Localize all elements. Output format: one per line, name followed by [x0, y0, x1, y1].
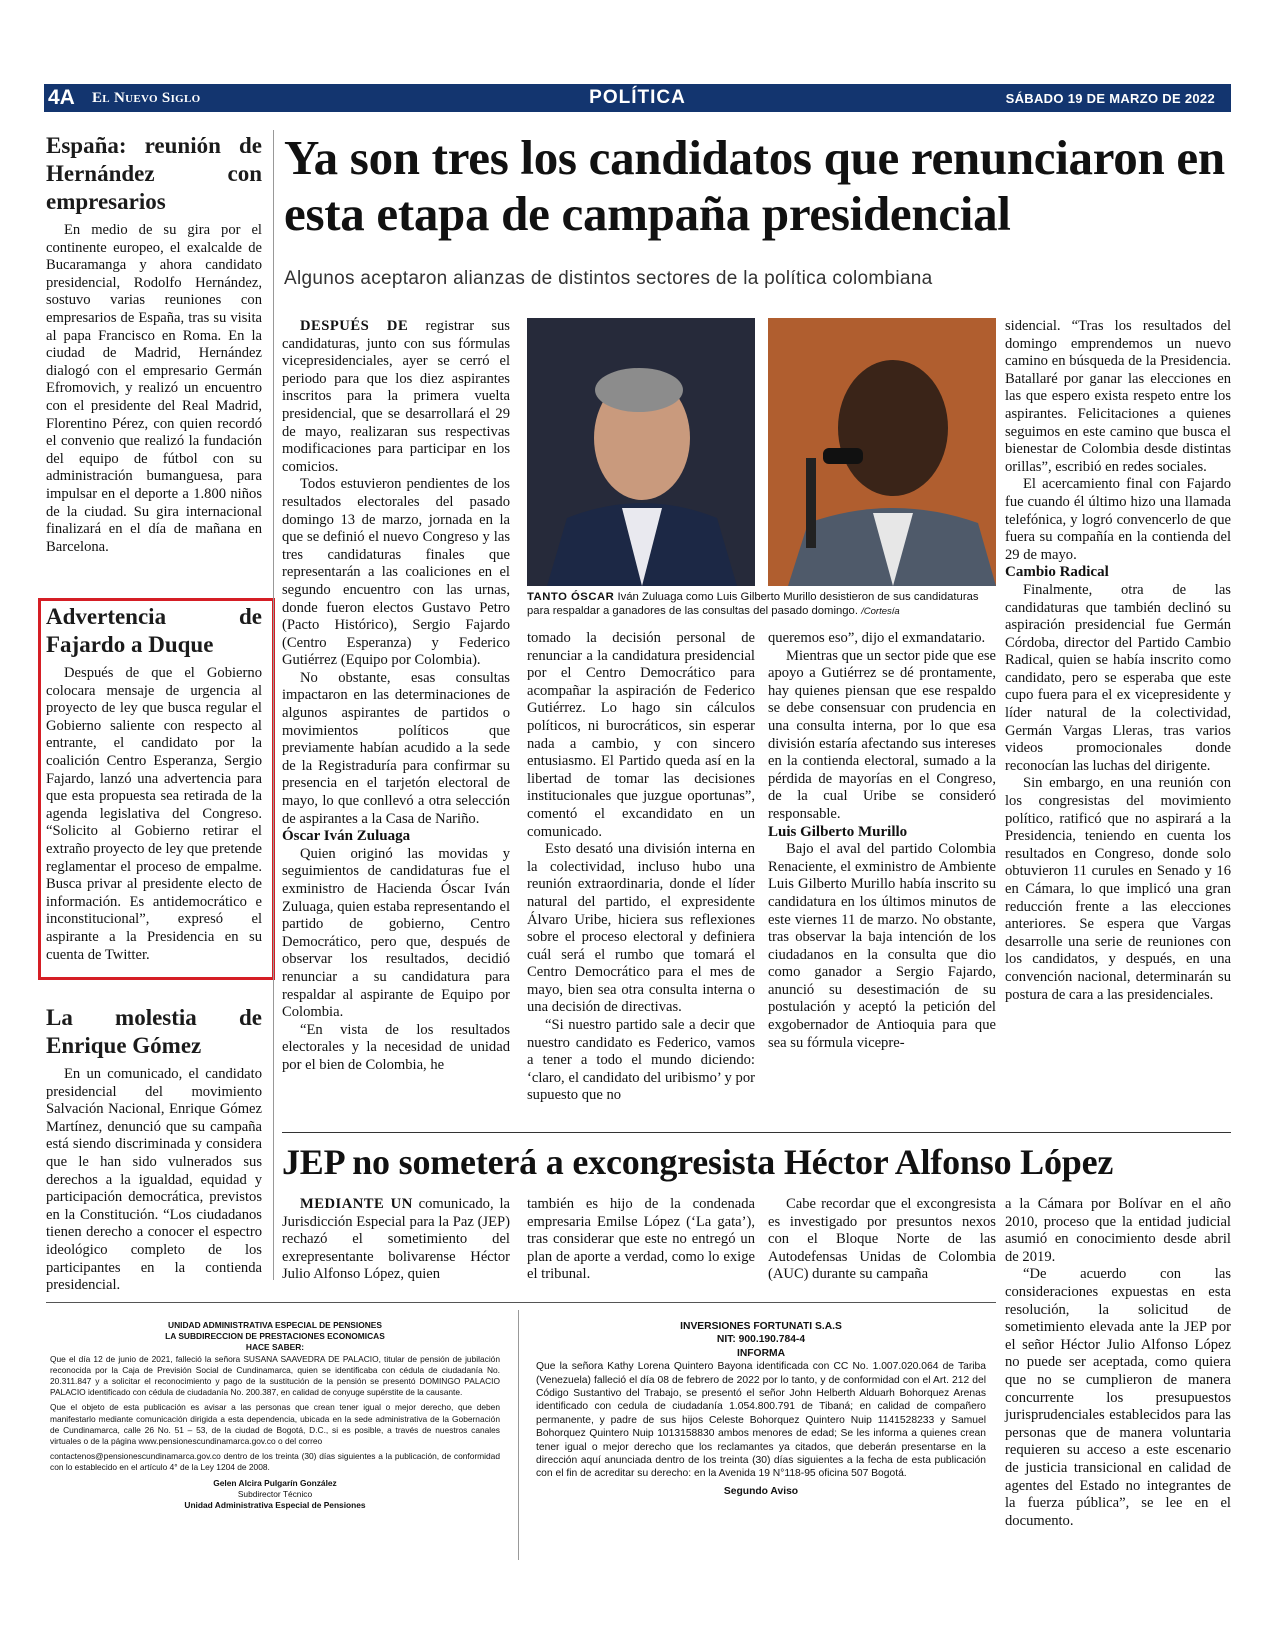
notice-heading: INFORMA — [736, 1347, 786, 1359]
article-body: En medio de su gira por el continente europeo, el exalcalde de Bucaramanga y ahora candidato presidencial, Rodolfo Hernández, sostuvo varias reuniones con empresarios de España, tras su visita al papa Francisco en Roma. En la ciudad de Madrid, Hernández dialogó con el empresario Germán Efromovich, y realizó un encuentro con el presidente del Real Madrid, Florentino Pérez, con quien recordó el convenio que realizó la fundación del equipo de fútbol con su administración bumanguesa, para impulsar en el deporte a 1.800 niños de la ciudad. Su gira internacional finalizará en el día de mañana en Barcelona. — [46, 222, 262, 555]
sidebar-article-gomez — [46, 1004, 262, 1295]
page-number: 4A — [48, 86, 75, 109]
notice-paragraph: Que la señora Kathy Lorena Quintero Bayona identificada con CC No. 1.007.020.064 de Tariba (Venezuela) falleció el día 08 de febrero de 2022 por lo tanto, y de conformidad con el Art. 212 del Código Sustantivo del Trabajo, se presentó el señor John Helberth Alduarh Bohorquez Arenas identificado con cedula de ciudadanía 1.054.800.791 de Tibaná; en calidad de compañero permanente, y padre de sus hijos Celeste Bohorquez Quintero Nuip 1141528233 y Samuel Bohorquez Quintero Nuip 1013158830 ambos menores de edad; Se les informa a quienes crean tener igual o mejor derecho que los reclamantes ya citados, que deberán presentarse en la dirección aquí anunciada dentro de los treinta (30) días siguientes a la fecha de esta publicación con el fin de acreditar su derecho: en la Avenida 19 N°118-95 oficina 507 Bogotá. — [536, 1361, 986, 1480]
notice-paragraph: Que el día 12 de junio de 2021, falleció la señora SUSANA SAAVEDRA DE PALACIO, titular de pensión de jubilación reconocida por la Caja de Previsión Social de Cundinamarca, quien se identificaba con cédula de ciudadanía No. 20.311.847 y a solicitar el reconocimiento y pago de la sustitución de la pensión se presentó DOMINGO PALACIO PALACIO identificado con cédula de ciudadanía No. 200.387, en calidad de conyuge supérstite de la causante. — [50, 1353, 500, 1398]
sidebar-article-spain — [46, 132, 262, 556]
paragraph: El acercamiento final con Fajardo fue cuando él último hizo una llamada telefónica, y logró convencerlo de que fuera su compañía en la contienda del 29 de mayo. — [1005, 476, 1231, 563]
issue-date: SÁBADO 19 DE MARZO DE 2022 — [1005, 91, 1215, 106]
notice-paragraph: Que el objeto de esta publicación es avisar a las personas que crean tener igual o mejor derecho, que deben manifestarlo mediante comunicación dirigida a esta dependencia, ubicada en la sede administrativa de la Gobernación de Cundinamarca, calle 26 No. 51 – 53, de la ciudad de Bogotá, D.C., si es posible, a través de nuestros canales virtuales o de la página www.pensionescundinamarca.gov.co o del correo — [50, 1402, 500, 1447]
photo-zuluaga — [527, 318, 755, 586]
article-title: Advertencia de Fajardo a Duque — [46, 604, 262, 657]
paragraph: “De acuerdo con las consideraciones expuestas en esta resolución, la solicitud de sometimiento elevada ante la JEP por el señor Héctor Julio Alfonso López no puede ser aceptada, como quiera que no se cumplieron de manera concurrente los presupuestos jurisprudenciales establecidos para las personas que de manera voluntaria requieren su acceso a este escenario de justicia transicional en calidad de agentes del Estado no integrantes de la fuerza pública”, se lee en el documento. — [1005, 1266, 1231, 1529]
paragraph: “En vista de los resultados electorales y la necesidad de unidad por el bien de Colombia, he — [282, 1021, 510, 1073]
jep-headline: JEP no someterá a excongresista Héctor Alfonso López — [282, 1142, 1114, 1182]
article-body: En un comunicado, el candidato presidencial del movimiento Salvación Nacional, Enrique Gómez Martínez, denunció que su campaña está siendo discriminada y considera que le han sido vulnerados sus derechos a la igualdad, equidad y participación democrática, previstos en la Constitución. “Los ciudadanos tienen derecho a conocer el espectro ideológico completo de los participantes en la contienda presidencial. — [46, 1066, 262, 1294]
notice-signature-role: Subdirector Técnico — [237, 1488, 313, 1499]
jep-column-3 — [768, 1196, 996, 1284]
paragraph: queremos eso”, dijo el exmandatario. — [768, 630, 986, 646]
column-divider — [273, 130, 274, 1280]
main-column-3 — [768, 630, 996, 1052]
article-title: España: reunión de Hernández con empresarios — [46, 133, 262, 214]
main-column-4 — [1005, 318, 1231, 1004]
lead-in: DESPUÉS DE — [300, 318, 409, 334]
photo-caption — [527, 590, 995, 619]
paragraph: No obstante, esas consultas impactaron en las determinaciones de algunos aspirantes de partidos o movimientos políticos que previamente habían acudido a la sede de la Registraduría para confirmar su presencia en el tarjetón electoral de mayo, lo que conllevó a otra selección de aspirantes a la Casa de Nariño. — [282, 669, 510, 827]
article-title: La molestia de Enrique Gómez — [46, 1005, 262, 1058]
article-body: Después de que el Gobierno colocara mensaje de urgencia al proyecto de ley que busca regular el Gobierno saliente con respecto al entrante, el candidato por la coalición Centro Esperanza, Sergio Fajardo, lanzó una advertencia para que esta propuesta sea retirada de la agenda legislativa del Congreso. “Solicito al Gobierno retirar el extraño proyecto de ley que pretende reglamentar el proceso de empalme. Busca privar al presidente electo de información. Es antidemocrático e inconstitucional”, expresó el aspirante a la Presidencia en su cuenta de Twitter. — [46, 665, 262, 963]
newspaper-name: El Nuevo Siglo — [92, 90, 201, 106]
paragraph: Todos estuvieron pendientes de los resultados electorales del pasado domingo 13 de marzo, jornada en la que se definió el nuevo Congreso y las tres candidaturas finales que representarán a las coaliciones en el segundo encuentro con las urnas, donde fueron electos Gustavo Petro (Pacto Histórico), Sergio Fajardo (Centro Esperanza) y Federico Gutiérrez (Equipo por Colombia). — [282, 476, 510, 669]
subhead: Óscar Iván Zuluaga — [282, 828, 411, 845]
lead-in: MEDIANTE UN — [300, 1196, 413, 1212]
subhead: Luis Gilberto Murillo — [768, 823, 908, 840]
main-headline: Ya son tres los candidatos que renunciaron en esta etapa de campaña presidencial — [284, 130, 1225, 241]
main-column-1 — [282, 318, 510, 1075]
ad-divider — [46, 1302, 996, 1303]
sidebar-article-fajardo — [46, 603, 262, 964]
section-title: POLÍTICA — [589, 87, 686, 108]
notice-heading: NIT: 900.190.784-4 — [716, 1334, 806, 1346]
legal-notice-pensiones — [50, 1320, 500, 1511]
jep-column-2 — [527, 1196, 755, 1284]
caption-text: Iván Zuluaga como Luis Gilberto Murillo desistieron de sus candidaturas para respaldar a ganadores de las consultas del pasado domingo. — [527, 591, 979, 617]
ad-column-divider — [518, 1310, 519, 1560]
photo-murillo — [768, 318, 996, 586]
jep-column-4 — [1005, 1196, 1231, 1530]
paragraph: Finalmente, otra de las candidaturas que también declinó su aspiración presidencial fue Germán Córdoba, director del Partido Cambio Radical, quien se había inscrito como candidato, pero se esperaba que este cupo fuera para el ex vicepresidente y líder natural de la colectividad, Germán Vargas Lleras, tras varios videos promocionales donde reconocían las luchas del dirigente. — [1005, 581, 1231, 774]
jep-column-1 — [282, 1196, 510, 1284]
paragraph: Esto desató una división interna en la colectividad, incluso hubo una reunión extraordinaria, donde el líder natural del partido, el expresidente Álvaro Uribe, hiciera sus reflexiones sobre el proceso electoral y definiera cuál será el rumbo que tomará el Centro Democrático para el mes de mayo, bien sea otra consulta interna o una decisión de directivas. — [527, 841, 755, 1016]
paragraph: registrar sus candidaturas, junto con sus fórmulas vicepresidenciales, ayer se cerró el periodo para que los diez aspirantes inscritos para la primera vuelta presidencial, que se desarrollará el 29 de mayo, realizaran sus respectivas modificaciones para participar en los comicios. — [282, 318, 510, 475]
paragraph: Bajo el aval del partido Colombia Renaciente, el exministro de Ambiente Luis Gilberto Murillo había inscrito su candidatura en los últimos minutos de este viernes 11 de marzo. No obstante, tras observar la baja intención de los ciudadanos en la consulta que dio como ganador a Sergio Fajardo, anunció su desestimación de su postulación y aceptó la petición del exgobernador de Antioquia para que sea su fórmula vicepre- — [768, 841, 996, 1051]
paragraph: a la Cámara por Bolívar en el año 2010, proceso que la entidad judicial asumió en conocimiento desde abril de 2019. — [1005, 1196, 1231, 1265]
notice-footer: Segundo Aviso — [723, 1485, 799, 1497]
subhead: Cambio Radical — [1005, 564, 1109, 581]
paragraph: Mientras que un sector pide que ese apoyo a Gutiérrez se dé prontamente, hay quienes piensan que ese respaldo se debe consensuar con prudencia en una consulta interna, por lo que esa división estaría afectando sus intereses en la contienda electoral, sumado a la pérdida de mayorías en el Congreso, de la cual Uribe se consideró responsable. — [768, 647, 996, 822]
paragraph: “Si nuestro partido sale a decir que nuestro candidato es Federico, vamos a tener a todo el mundo diciendo: ‘claro, el candidato del uribismo’ y por supuesto que no — [527, 1017, 755, 1104]
notice-heading: HACE SABER: — [245, 1342, 305, 1353]
paragraph: Cabe recordar que el excongresista es investigado por presuntos nexos con el Bloque Norte de las Autodefensas Unidas de Colombia (AUC) durante su campaña — [768, 1196, 996, 1283]
masthead-bar — [44, 84, 1231, 112]
legal-notice-fortunati — [536, 1320, 986, 1498]
caption-lead: TANTO ÓSCAR — [527, 591, 615, 603]
notice-signature: Gelen Alcira Pulgarín González — [213, 1477, 337, 1488]
section-divider — [282, 1132, 1231, 1133]
caption-credit: /Cortesía — [861, 606, 900, 617]
notice-signature-org: Unidad Administrativa Especial de Pensiones — [184, 1500, 366, 1511]
main-column-2 — [527, 630, 755, 1105]
paragraph: tomado la decisión personal de renunciar a la candidatura presidencial por el Centro Democrático para acompañar la aspiración de Federico Gutiérrez. Lo hago sin cálculos políticos, ni burocráticos, sin esperar nada a cambio, y con sincero entusiasmo. El Partido queda así en la libertad de tomar las decisiones institucionales que juzgue oportunas”, comentó el excandidato en un comunicado. — [527, 630, 755, 840]
notice-heading: UNIDAD ADMINISTRATIVA ESPECIAL DE PENSIONES — [168, 1320, 382, 1330]
main-deck: Algunos aceptaron alianzas de distintos sectores de la política colombiana — [284, 268, 933, 289]
paragraph: Sin embargo, en una reunión con los congresistas del movimiento político, ratificó que no aspirará a la Presidencia, teniendo en cuenta los resultados en Congreso, donde solo obtuvieron 11 curules en Senado y 16 en Cámara, lo que implicó una gran reducción frente a las elecciones anteriores. Se espera que Vargas desarrolle una serie de reuniones con los candidatos, y después, en una convención nacional, determinarán su postura de cara a las presidenciales. — [1005, 775, 1231, 1003]
paragraph: Quien originó las movidas y seguimientos de candidaturas fue el exministro de Hacienda Óscar Iván Zuluaga, quien estaba representando el partido de gobierno, Centro Democrático, pero que, después de observar los resultados, decidió renunciar a su candidatura para respaldar al aspirante de Equipo por Colombia. — [282, 845, 510, 1021]
notice-paragraph: contactenos@pensionescundinamarca.gov.co dentro de los treinta (30) días siguientes a la publicación, de conformidad con lo establecido en el artículo 4° de la Ley 1204 de 2008. — [50, 1451, 500, 1473]
paragraph: comunicado, la Jurisdicción Especial para la Paz (JEP) rechazó el sometimiento del exrepresentante bolivarense Héctor Julio Alfonso López, quien — [282, 1196, 511, 1283]
paragraph: también es hijo de la condenada empresaria Emilse López (‘La gata’), tras considerar que este no entregó un plan de aporte a verdad, como lo exige el tribunal. — [527, 1196, 755, 1283]
notice-heading: INVERSIONES FORTUNATI S.A.S — [680, 1321, 842, 1332]
notice-heading: LA SUBDIRECCION DE PRESTACIONES ECONOMICAS — [165, 1331, 385, 1342]
paragraph: sidencial. “Tras los resultados del domingo emprendemos un nuevo camino en búsqueda de la Presidencia. Batallaré por ganar las elecciones en las que espero exista respeto entre los aspirantes. Felicitaciones a quienes seguimos en este camino que busca el bienestar de Colombia desde distintas orillas”, escribió en redes sociales. — [1005, 318, 1231, 475]
